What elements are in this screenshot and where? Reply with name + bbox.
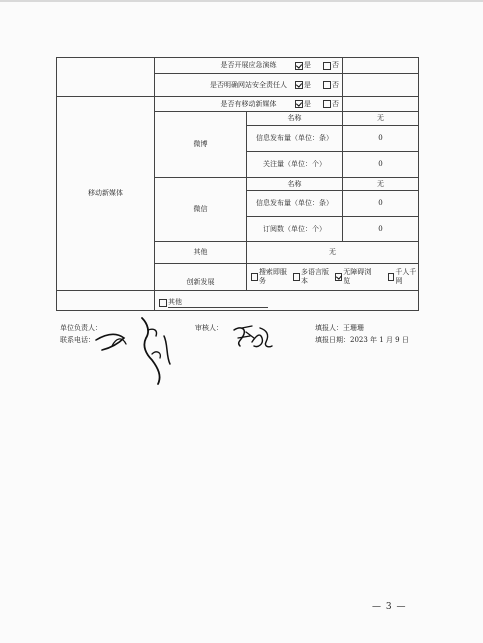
wechat-info-count-label: 信息发布量（单位：条）: [247, 191, 343, 217]
checkbox-checked-icon: [295, 62, 303, 70]
innovation-label-continued: [57, 291, 155, 311]
innovation-other: [155, 291, 419, 311]
safety-person-options: [304, 74, 419, 97]
page-number: — 3 —: [372, 602, 407, 612]
safety-yes: 是: [295, 81, 311, 90]
checkbox-empty-icon: [323, 62, 331, 70]
mobile-section-label: 移动新媒体: [57, 97, 155, 291]
reviewer-label: 审核人：: [195, 324, 223, 332]
other-media-value: 无: [247, 242, 419, 264]
contact-phone-label: 联系电话：: [60, 336, 95, 344]
wechat-name-header: 名称: [247, 178, 343, 191]
weibo-follow-value: 0: [343, 152, 419, 178]
wechat-label: 微信: [155, 178, 247, 242]
innovation-other-label: 其他: [168, 298, 268, 308]
checkbox-checked-icon: [295, 100, 303, 108]
wechat-info-count-value: 0: [343, 191, 419, 217]
checkbox-empty-icon: [159, 299, 167, 307]
weibo-name-header: 名称: [247, 112, 343, 126]
reviewer-signature: [230, 322, 274, 352]
drill-options: [304, 58, 419, 74]
innovation-label: 创新发展: [155, 264, 247, 291]
weibo-info-count-label: 信息发布量（单位：条）: [247, 126, 343, 152]
weibo-name-value: 无: [343, 112, 419, 126]
wechat-name-value: 无: [343, 178, 419, 191]
safety-person-label: 是否明确网站安全责任人: [155, 74, 343, 97]
drill-no: 否: [323, 61, 339, 70]
page-top-edge: [0, 0, 483, 2]
mobile-no: 否: [323, 100, 339, 109]
wechat-subscribe-label: 订阅数（单位：个）: [247, 217, 343, 242]
checkbox-empty-icon: [388, 273, 395, 281]
drill-yes: 是: [295, 61, 311, 70]
innovation-option-personalized: 千人千网: [388, 268, 418, 286]
innovation-option-multilang: 多语言版本: [293, 268, 329, 286]
wechat-subscribe-value: 0: [343, 217, 419, 242]
weibo-info-count-value: 0: [343, 126, 419, 152]
checkbox-empty-icon: [251, 273, 258, 281]
innovation-options: [247, 264, 419, 291]
innovation-option-accessible: 无障碍浏览: [335, 268, 371, 286]
other-media-label: 其他: [155, 242, 247, 264]
safety-no: 否: [323, 81, 339, 90]
has-mobile-label: 是否有移动新媒体: [155, 97, 343, 112]
weibo-follow-label: 关注量（单位：个）: [247, 152, 343, 178]
unit-head-signature: [92, 314, 182, 390]
checkbox-checked-icon: [295, 81, 303, 89]
filler-label: 填报人：王珊珊: [315, 324, 364, 332]
report-table: [56, 57, 419, 311]
weibo-label: 微博: [155, 112, 247, 178]
fill-date-label: 填报日期：2023 年 1 月 9 日: [315, 336, 409, 344]
drill-label: 是否开展应急演练: [155, 58, 343, 74]
checkbox-checked-icon: [335, 273, 342, 281]
checkbox-empty-icon: [293, 273, 300, 281]
unit-head-label: 单位负责人：: [60, 324, 102, 332]
innovation-option-search: 搜索即服务: [251, 268, 287, 286]
has-mobile-options: [304, 97, 419, 112]
checkbox-empty-icon: [323, 81, 331, 89]
blank-section-cell: [57, 58, 155, 97]
mobile-yes: 是: [295, 100, 311, 109]
checkbox-empty-icon: [323, 100, 331, 108]
